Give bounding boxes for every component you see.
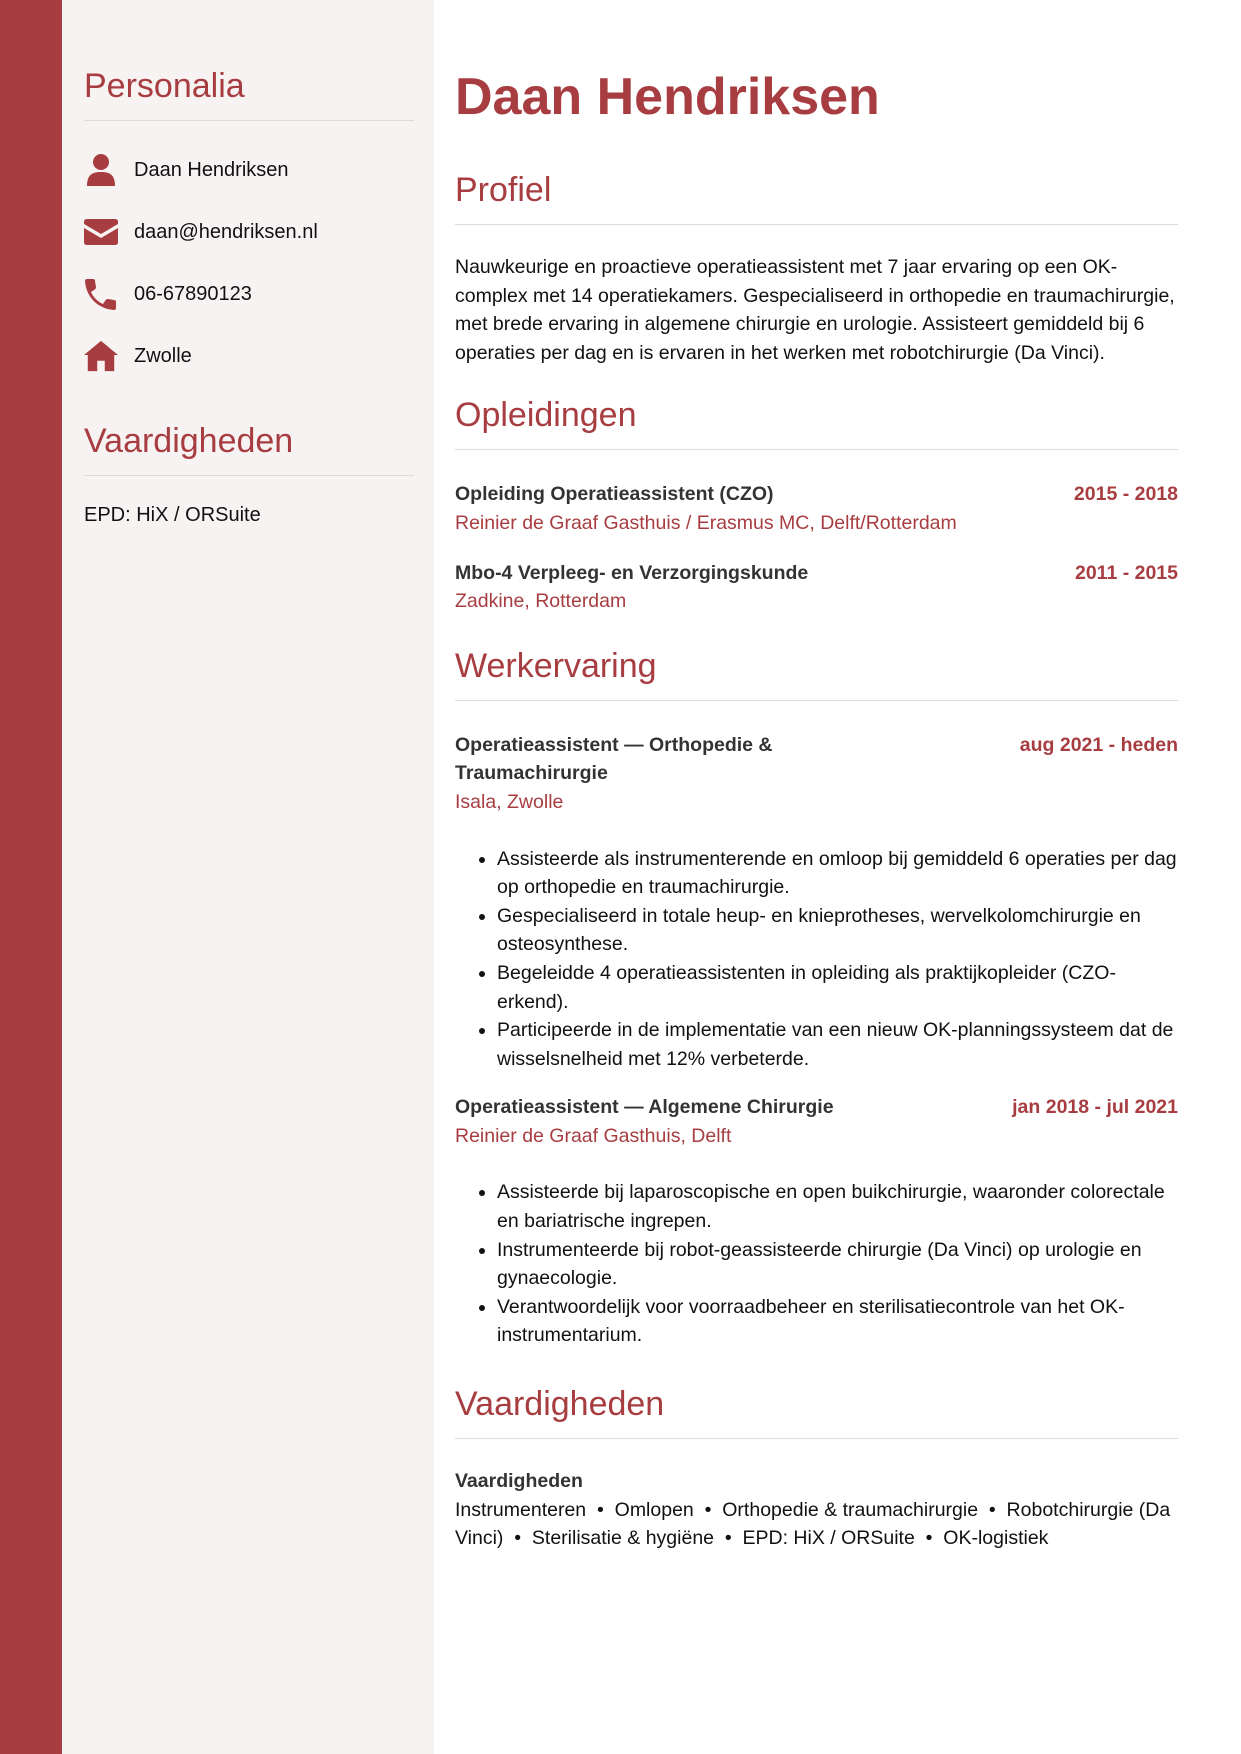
personalia-heading: Personalia xyxy=(84,66,414,121)
candidate-name: Daan Hendriksen xyxy=(455,68,880,126)
main-content xyxy=(455,62,1178,1553)
contact-name xyxy=(84,139,414,201)
education-org: Reinier de Graaf Gasthuis / Erasmus MC, Delft/Rotterdam xyxy=(455,511,957,534)
skills-label: Vaardigheden xyxy=(455,1470,583,1493)
contact-phone[interactable] xyxy=(84,263,414,325)
list-item: • Gespecialiseerd in totale heup- en knieprotheses, wervelkolomchirurgie en osteosynthese. xyxy=(497,902,1178,959)
education-heading: Opleidingen xyxy=(455,395,1178,450)
education-org: Zadkine, Rotterdam xyxy=(455,590,627,613)
contact-email-text[interactable]: daan@hendriksen.nl xyxy=(134,220,318,243)
user-icon xyxy=(84,153,118,187)
contact-name-text: Daan Hendriksen xyxy=(134,158,289,181)
list-item: • Assisteerde bij laparoscopische en open buikchirurgie, waaronder colorectale en bariatrische ingrepen. xyxy=(497,1178,1178,1235)
contact-location xyxy=(84,325,414,387)
experience-org: Isala, Zwolle xyxy=(455,790,564,813)
phone-icon xyxy=(84,277,118,311)
list-item: • Begeleidde 4 operatieassistenten in opleiding als praktijkopleider (CZO-erkend). xyxy=(497,959,1178,1016)
education-date: 2015 - 2018 xyxy=(1073,483,1178,506)
experience-title: Operatieassistent — Algemene Chirurgie xyxy=(455,1096,834,1119)
education-date: 2011 - 2015 xyxy=(1074,561,1178,584)
experience-heading: Werkervaring xyxy=(455,646,1178,701)
list-item: • Instrumenteerde bij robot-geassisteerde chirurgie (Da Vinci) op urologie en gynaecologie. xyxy=(497,1236,1178,1293)
contact-phone-text[interactable]: 06-67890123 xyxy=(134,282,252,305)
profile-text: Nauwkeurige en proactieve operatieassistent met 7 jaar ervaring op een OK-complex met 14 operatiekamers. Gespecialiseerd in orthopedie en traumachirurgie, met brede ervaring in algemene chirurgie en urologie. Assisteert gemiddeld bij 6 operaties per dag en is ervaren in het werken met robotchirurgie (Da Vinci). xyxy=(455,256,1175,364)
profile-heading: Profiel xyxy=(455,170,1178,225)
skills-heading: Vaardigheden xyxy=(455,1384,1178,1439)
skills-section xyxy=(455,1384,1178,1553)
education-entry xyxy=(455,480,1178,537)
contact-list xyxy=(84,139,414,387)
experience-section xyxy=(455,646,1178,1350)
experience-org: Reinier de Graaf Gasthuis, Delft xyxy=(455,1124,732,1147)
education-title: Mbo-4 Verpleeg- en Verzorgingskunde xyxy=(455,561,809,584)
skills-list: Instrumenteren • Omlopen • Orthopedie & traumachirurgie • Robotchirurgie (Da Vinci) • Sterilisatie & hygiëne • EPD: HiX / ORSuite • OK-logistiek xyxy=(455,1498,1176,1550)
profile-section xyxy=(455,170,1178,367)
contact-email[interactable] xyxy=(84,201,414,263)
list-item: • Participeerde in de implementatie van een nieuw OK-planningssysteem dat de wisselsnelheid met 12% verbeterde. xyxy=(497,1016,1178,1073)
experience-date: jan 2018 - jul 2021 xyxy=(1012,1096,1178,1119)
education-entry xyxy=(455,559,1178,616)
experience-entry xyxy=(455,1093,1178,1350)
list-item: • Assisteerde als instrumenterende en omloop bij gemiddeld 6 operaties per dag op orthopedie en traumachirurgie. xyxy=(497,845,1178,902)
contact-location-text: Zwolle xyxy=(134,344,192,367)
accent-stripe xyxy=(0,0,62,1754)
education-section xyxy=(455,395,1178,615)
list-item: • Verantwoordelijk voor voorraadbeheer en sterilisatiecontrole van het OK-instrumentarium. xyxy=(497,1293,1178,1350)
experience-date: aug 2021 - heden xyxy=(1019,733,1178,756)
experience-bullets xyxy=(455,1178,1178,1350)
sidebar xyxy=(62,0,434,1754)
envelope-icon xyxy=(84,215,118,249)
sidebar-skill-item: EPD: HiX / ORSuite xyxy=(84,504,261,526)
education-title: Opleiding Operatieassistent (CZO) xyxy=(455,483,774,506)
home-icon xyxy=(84,339,118,373)
sidebar-skills-heading: Vaardigheden xyxy=(84,421,414,476)
experience-title: Operatieassistent — Orthopedie & Traumachirurgie xyxy=(455,733,773,785)
experience-entry xyxy=(455,731,1178,1074)
experience-bullets xyxy=(455,845,1178,1074)
